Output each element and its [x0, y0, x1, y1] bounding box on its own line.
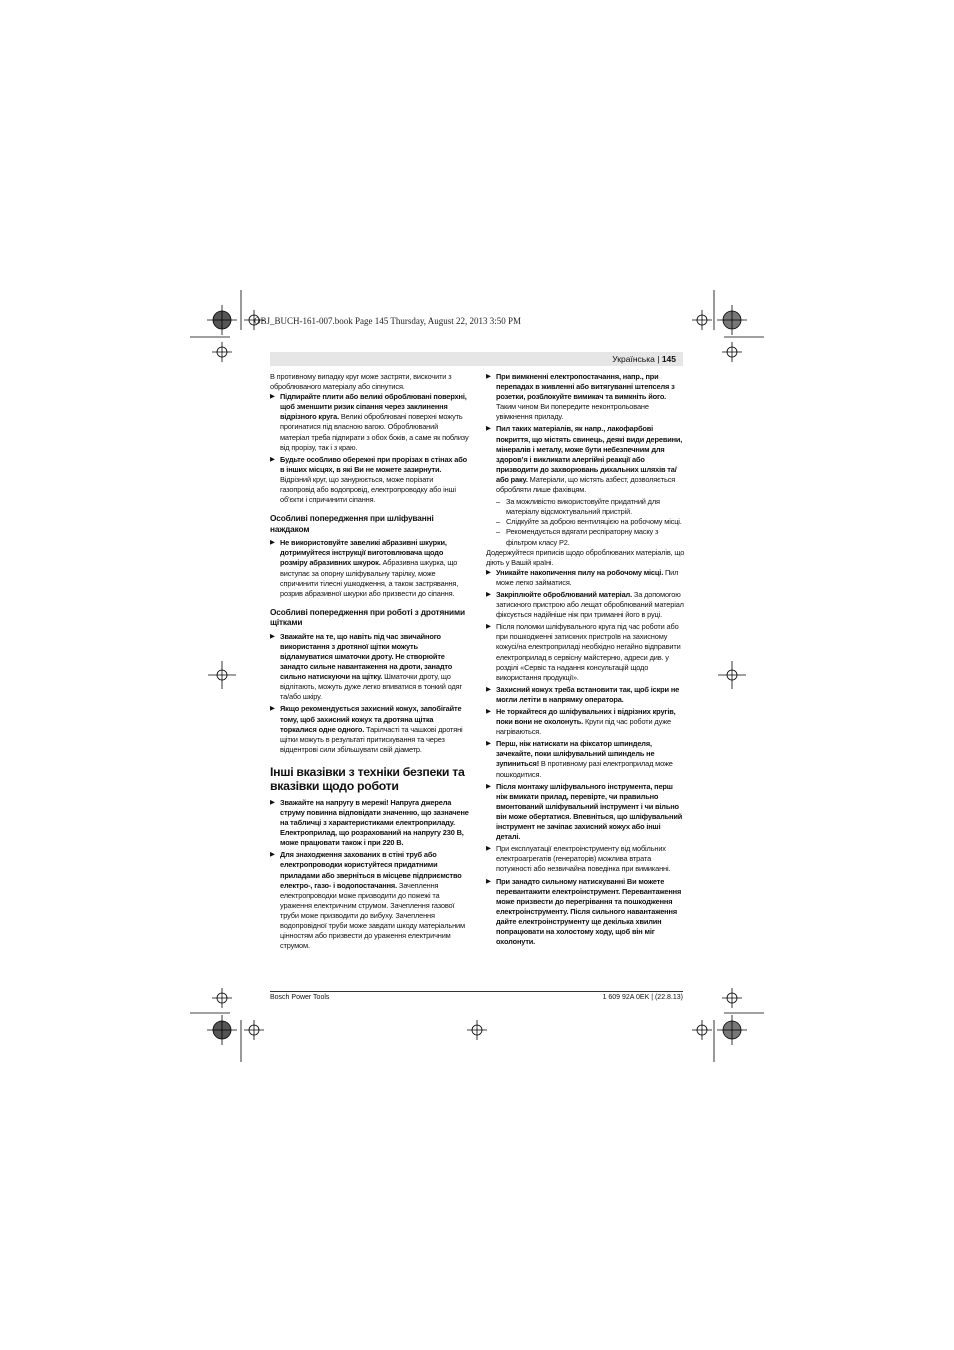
print-slug: OBJ_BUCH-161-007.book Page 145 Thursday, August 22, 2013 3:50 PM — [254, 316, 522, 326]
list-item: ▶ Зважайте на те, що навіть під час звичайного використання з дротяної щітки можуть відламуватися шматочки дроту. Не створюйте занадто сильне навантаження на дроти, занадто сильно натискуючи на щітку. Шматочки дроту, що відлітають, можуть дуже легко впиватися в тонкий одяг та/або шкіру. — [270, 631, 463, 702]
bullet-triangle-icon: ▶ — [270, 539, 275, 547]
dash-marker: – — [496, 527, 500, 537]
list-item: ▶ Захисний кожух треба встановити так, щоб іскри не могли летіти в напрямку оператора. — [486, 684, 680, 704]
list-item: ▶ Після монтажу шліфувального інструмента, перш ніж вмикати прилад, перевірте, чи правильно вмонтований шліфувальний інструмент і чи вільно він може обертатися. Впевніться, що шліфувальний інструмент не зачіпає захисний кожух або інші деталі. — [486, 781, 683, 842]
footer-doc-code: 1 609 92A 0EK | (22.8.13) — [602, 994, 683, 1001]
running-header — [612, 354, 676, 364]
bullet-triangle-icon: ▶ — [486, 708, 491, 715]
list-item: ▶ Перш, ніж натискати на фіксатор шпинделя, зачекайте, поки шліфувальний шпиндель не зупиниться! В противному разі електроприлад може пошкодитися. — [486, 739, 673, 779]
paragraph: Додержуйтеся приписів щодо оброблюваних матеріалів, що діють у Вашій країні. — [486, 547, 685, 567]
bullet-triangle-icon: ▶ — [270, 393, 275, 401]
list-item: ▶ При вимкненні електропостачання, напр., при перепадах в живленні або витягуванні штепселя з розетки, розблокуйте вимикач та вимкніть його. Таким чином Ви попередите неконтрольоване увімкнення приладу. — [486, 372, 675, 422]
main-heading: Інші вказівки з техніки безпеки та вказівки щодо роботи — [270, 764, 465, 793]
bullet-triangle-icon: ▶ — [486, 877, 491, 885]
list-item: ▶ Зважайте на напругу в мережі! Напруга джерела струму повинна відповідати значенню, що зазначене на табличці з характеристиками електроприладу. Електроприлад, що розрахований на напругу 230 В, може працювати також і при 220 В. — [270, 797, 469, 848]
bullet-triangle-icon: ▶ — [486, 425, 491, 433]
list-item: ▶ Закріплюйте оброблюваний матеріал. За допомогою затискного пристрою або лещат оброблюваний матеріал фіксується надійніше ніж при триманні його в руці. — [486, 589, 684, 620]
bullet-triangle-icon: ▶ — [486, 590, 491, 598]
header-separator: | — [657, 354, 660, 364]
paragraph: В противному випадку круг може застряти, вискочити з оброблюваного матеріалу або сіпнутися. — [270, 372, 452, 392]
dash-item: – За можливістю використовуйте придатний для матеріалу відсмоктувальний пристрій. — [496, 497, 660, 517]
dash-marker: – — [496, 497, 500, 507]
list-item: ▶ Будьте особливо обережні при прорізах в стінах або в інших місцях, в які Ви не можете зазирнути. Відрізний круг, що занурюється, може порізати газопровід або водопровід, електропроводку або інші об’єкти і спричинити сіпання. — [270, 454, 468, 505]
header-section: Українська — [612, 354, 655, 364]
list-item: ▶ Не торкайтеся до шліфувальних і відрізних кругів, поки вони не охолонуть. Круги під час роботи дуже нагріваються. — [486, 707, 676, 737]
bullet-triangle-icon: ▶ — [486, 568, 491, 576]
footer-brand: Bosch Power Tools — [270, 994, 330, 1001]
list-item: ▶ При занадто сильному натискуванні Ви можете перевантажити електроінструмент. Перевантаження може призвести до перегрівання та пошкодження електроінструменту. Після сильного навантаження дайте електроінструменту ще декілька хвилин попрацювати на холостому ходу, щоб він міг охолонути. — [486, 876, 682, 947]
bullet-triangle-icon: ▶ — [486, 685, 491, 693]
list-item: ▶ Після поломки шліфувального круга під час роботи або при пошкодженні затискних пристроїв на захисному кожусі/на електроприладі необхідно негайно відправити електроприлад в сервісну майстерню, адреси див. у розділі «Сервіс та надання консультацій щодо використання продукції». — [486, 622, 681, 682]
list-item: ▶ Пил таких матеріалів, як напр., лакофарбові покриття, що містять свинець, деякі види деревини, мінералів і металу, може бути небезпечним для здоров’я і викликати алергійні реакції або призводити до захворювань дихальних шляхів та/або раку. Матеріали, що містять азбест, дозволяється обробляти лише фахівцям. — [486, 424, 683, 495]
footer-rule — [270, 991, 683, 992]
list-item: ▶ Уникайте накопичення пилу на робочому місці. Пил може легко займатися. — [486, 567, 679, 587]
bullet-triangle-icon: ▶ — [270, 455, 275, 463]
dash-item: – Слідкуйте за доброю вентиляцією на робочому місці. — [496, 517, 682, 527]
bullet-triangle-icon: ▶ — [486, 740, 491, 748]
list-item: ▶ Для знаходження захованих в стіні труб або електропроводки користуйтеся придатними приладами або зверніться в місцеве підприємство електро-, газо- і водопостачання. Зачеплення електропроводки може призводити до пожежі та ураження електричним струмом. Зачеплення газової труби може призводити до вибуху. Зачеплення водопровідної труби може завдати шкоду матеріальним цінностям або призвести до ураження електричним струмом. — [270, 850, 465, 951]
list-item: ▶ Не використовуйте завеликі абразивні шкурки, дотримуйтеся інструкції виготовлювача щодо розміру абразивних шкурок. Абразивна шкурка, що виступає за опорну шліфувальну тарілку, може спричинити тілесні ушкодження, а також застрявання, розрив абразивної шкурки або призвести до сіпання. — [270, 538, 459, 598]
bullet-triangle-icon: ▶ — [270, 851, 275, 859]
list-item: ▶ Якщо рекомендується захисний кожух, запобігайте тому, щоб захисний кожух та дротяна щітка торкалися одне одного. Тарілчасті та чашкові дротяні щітки можуть в результаті притискування та через відцентрові сили збільшувати свій діаметр. — [270, 704, 463, 754]
list-item: ▶ При експлуатації електроінструменту від мобільних електроагрегатів (генераторів) можлива втрата потужності або незвичайна поведінка при вимиканні. — [486, 844, 671, 874]
section-heading: Особливі попередження при роботі з дротяними щітками — [270, 606, 465, 628]
bullet-triangle-icon: ▶ — [486, 623, 491, 631]
left-column — [270, 372, 469, 953]
bullet-triangle-icon: ▶ — [486, 782, 491, 790]
bullet-triangle-icon: ▶ — [486, 373, 491, 380]
page-number: 145 — [661, 354, 676, 364]
bullet-triangle-icon: ▶ — [270, 632, 275, 640]
bullet-triangle-icon: ▶ — [486, 845, 491, 853]
dash-item: – Рекомендується вдягати респіраторну маску з фільтром класу Р2. — [496, 527, 659, 547]
section-heading: Особливі попередження при шліфуванні наждаком — [270, 513, 434, 534]
dash-marker: – — [496, 517, 500, 527]
bullet-triangle-icon: ▶ — [270, 705, 275, 713]
bullet-triangle-icon: ▶ — [270, 798, 275, 806]
right-column — [486, 372, 685, 949]
list-item: ▶ Підпирайте плити або великі оброблювані поверхні, щоб зменшити ризик сіпання через заклинення відрізного круга. Великі оброблювані поверхні можуть прогинатися під власною вагою. Оброблюваний матеріал треба підпирати з обох боків, а саме як поблизу від прорізу, так і з краю. — [270, 392, 469, 452]
